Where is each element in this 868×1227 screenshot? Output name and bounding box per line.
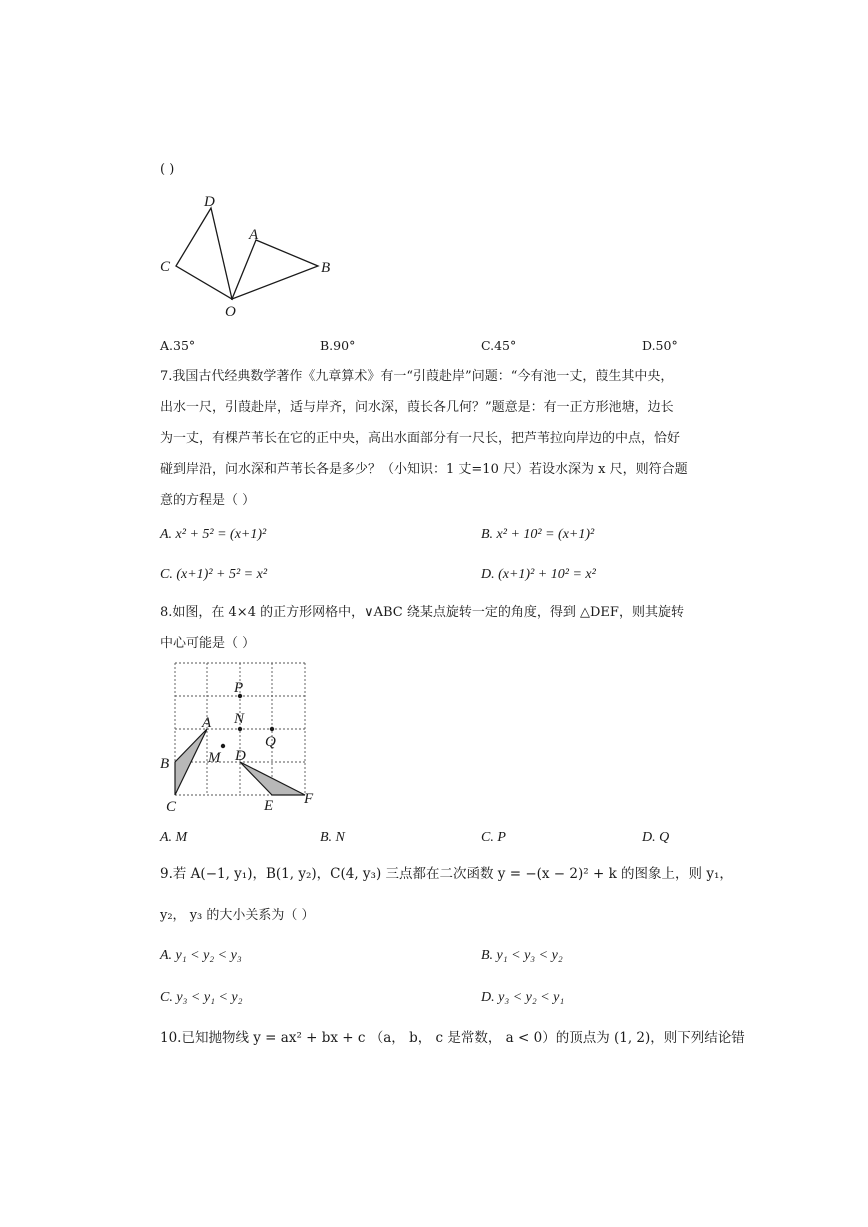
q8-line-1: 8.如图，在 4×4 的正方形网格中，∨ABC 绕某点旋转一定的角度，得到 △DEF，则其旋转 [160, 605, 684, 620]
q10-line-1: 10.已知抛物线 y = ax² + bx + c （a， b， c 是常数， a < 0）的顶点为 (1, 2)，则下列结论错 [160, 1030, 745, 1046]
point-M [221, 744, 225, 748]
q6-option-c: C.45° [481, 338, 517, 353]
q7-line-2: 出水一尺，引葭赴岸，适与岸齐，问水深，葭长各几何？”题意是：有一正方形池塘，边长 [160, 400, 674, 415]
q9-option-a: A. y₁ < y₂ < y₃ [160, 948, 242, 963]
label-C: C [166, 799, 177, 815]
q6-option-a: A.35° [160, 338, 196, 353]
label-Q: Q [265, 734, 276, 750]
label-D: D [235, 748, 246, 764]
q6-option-d: D.50° [642, 338, 678, 353]
q8-option-d: D. Q [642, 830, 670, 845]
label-A: A [249, 227, 259, 243]
q9-option-b: B. y₁ < y₃ < y₂ [481, 948, 563, 963]
q8-option-c: C. P [481, 830, 506, 845]
label-F: F [304, 791, 314, 807]
q7-option-d: D. (x+1)² + 10² = x² [481, 567, 596, 582]
q9-option-d: D. y₃ < y₂ < y₁ [481, 990, 565, 1005]
label-B: B [321, 260, 331, 276]
point-Q [270, 727, 274, 731]
q7-option-b: B. x² + 10² = (x+1)² [481, 527, 595, 542]
q8-option-b: B. N [320, 830, 345, 845]
q8-line-2: 中心可能是（ ） [160, 636, 256, 651]
triangle-ABC [175, 729, 207, 795]
q9-line-2: y₂， y₃ 的大小关系为（ ） [160, 908, 315, 923]
q9-line-1: 9.若 A(−1, y₁)，B(1, y₂)，C(4, y₃) 三点都在二次函数 y = −(x − 2)² + k 的图象上，则 y₁， [160, 866, 733, 882]
q6-option-b: B.90° [320, 338, 356, 353]
label-A: A [202, 715, 212, 731]
label-P: P [234, 680, 244, 696]
label-E: E [264, 798, 274, 814]
q9-option-c: C. y₃ < y₁ < y₂ [160, 990, 243, 1005]
q7-line-4: 碰到岸沿，问水深和芦苇长各是多少？（小知识：1 丈=10 尺）若设水深为 x 尺，则符合题 [160, 462, 688, 477]
label-M: M [208, 750, 221, 766]
label-D: D [204, 194, 215, 210]
q7-option-c: C. (x+1)² + 5² = x² [160, 567, 268, 582]
q7-line-1: 7.我国古代经典数学著作《九章算术》有一“引葭赴岸”问题：“今有池一丈，葭生其中央， [160, 369, 674, 384]
q8-option-a: A. M [160, 830, 188, 845]
label-B: B [160, 756, 170, 772]
label-O: O [225, 304, 236, 320]
point-N [238, 727, 242, 731]
q6-answer-bracket: ( ) [160, 162, 175, 177]
q7-line-5: 意的方程是（ ） [160, 493, 256, 508]
triangle-DEF [240, 762, 305, 795]
label-C: C [160, 259, 171, 275]
label-N: N [234, 711, 245, 727]
q7-line-3: 为一丈，有棵芦苇长在它的正中央，高出水面部分有一尺长，把芦苇拉向岸边的中点，恰好 [160, 431, 681, 446]
q7-option-a: A. x² + 5² = (x+1)² [160, 527, 267, 542]
